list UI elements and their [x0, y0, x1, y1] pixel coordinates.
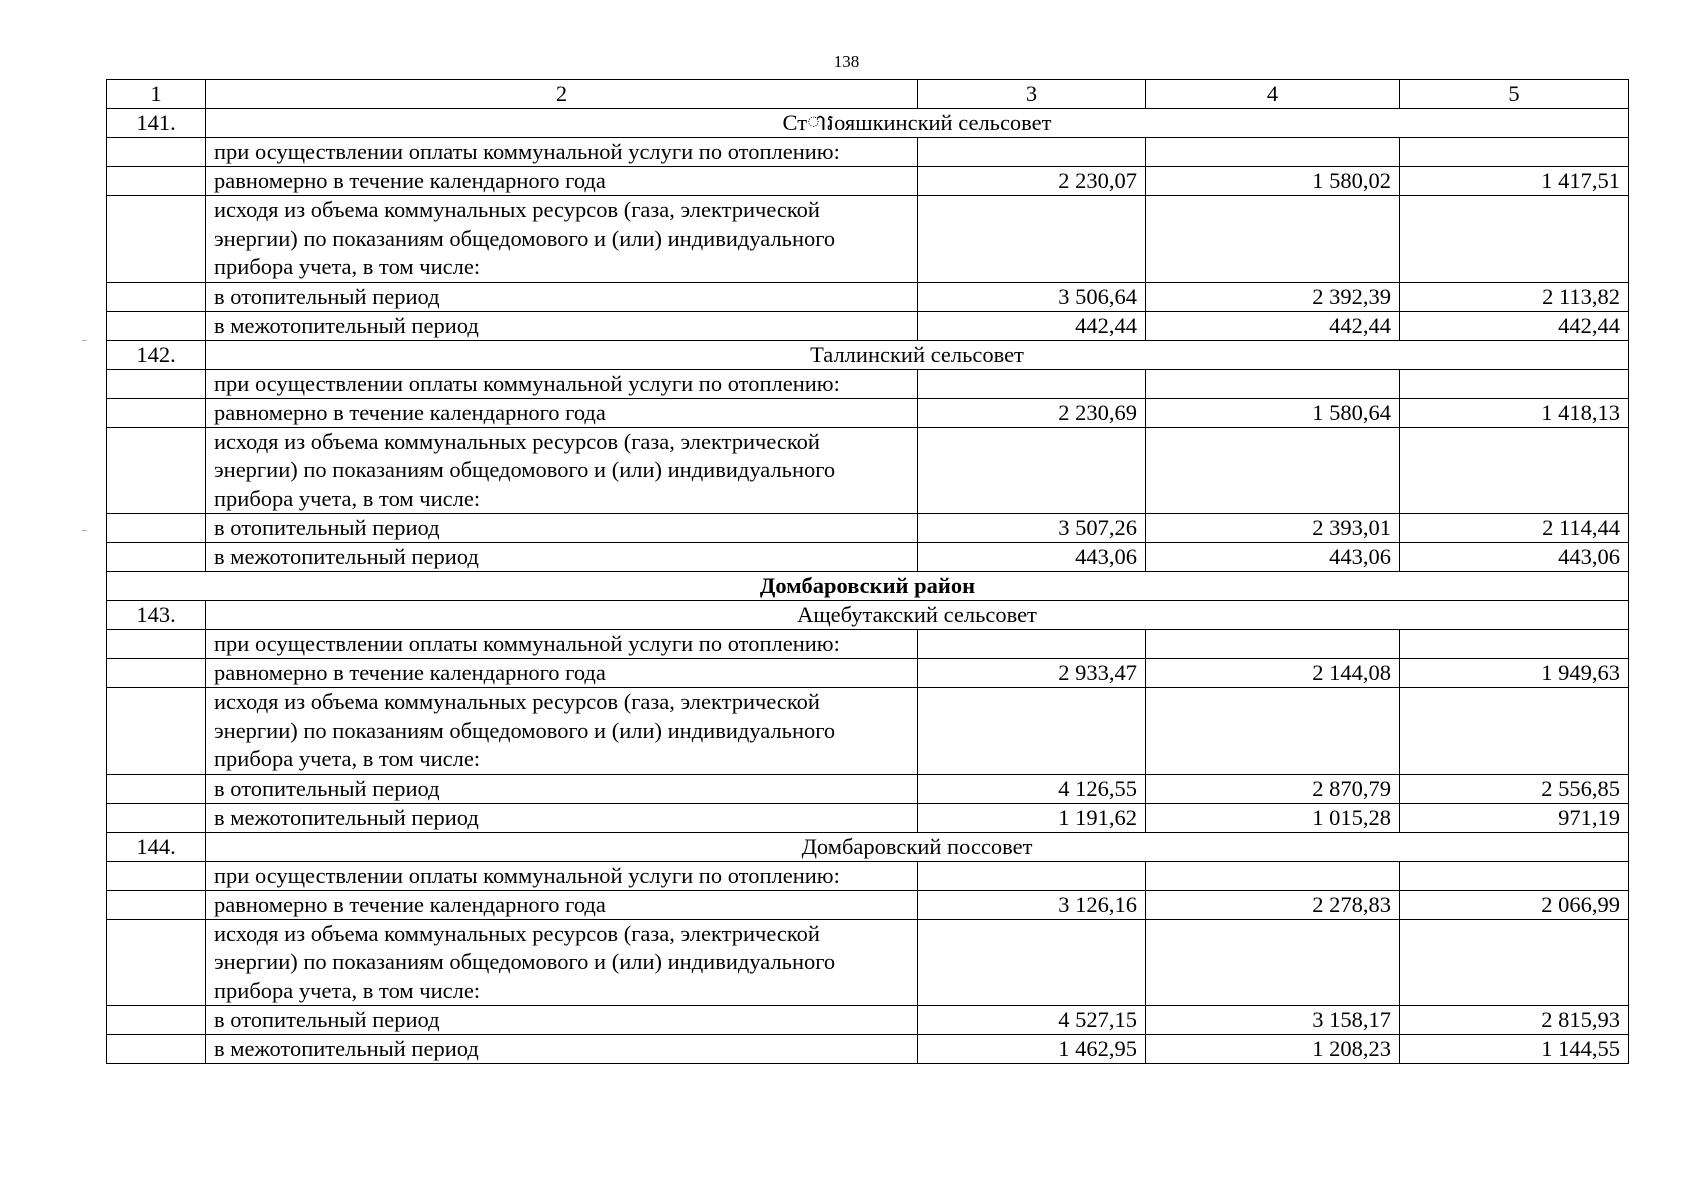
- row-label: при осуществлении оплаты коммунальной услуги по отоплению:: [206, 861, 918, 890]
- table-row: [107, 514, 1629, 543]
- row-label: при осуществлении оплаты коммунальной услуги по отоплению:: [206, 138, 918, 167]
- value-col-3: [918, 861, 1146, 890]
- value-col-3: 2 230,69: [918, 398, 1146, 427]
- section-row: [107, 109, 1629, 138]
- value-col-4: 3 158,17: [1146, 1006, 1400, 1035]
- section-title: Ащебутакский сельсовет: [206, 601, 1629, 630]
- value-col-3: 3 126,16: [918, 890, 1146, 919]
- row-label: в межотопительный период: [206, 803, 918, 832]
- section-row: [107, 340, 1629, 369]
- value-col-5: 1 949,63: [1400, 659, 1629, 688]
- table-row: [107, 543, 1629, 572]
- table-row: [107, 196, 1629, 283]
- row-number-empty: [107, 427, 206, 514]
- value-col-3: 442,44: [918, 311, 1146, 340]
- value-col-5: 2 815,93: [1400, 1006, 1629, 1035]
- row-label: исходя из объема коммунальных ресурсов (газа, электрической энергии) по показаниям общедомового и (или) индивидуального прибора учета, в том числе:: [206, 688, 918, 775]
- value-col-5: 2 556,85: [1400, 774, 1629, 803]
- value-col-5: [1400, 369, 1629, 398]
- value-col-5: 1 144,55: [1400, 1035, 1629, 1064]
- row-number-empty: [107, 138, 206, 167]
- row-number-empty: [107, 659, 206, 688]
- table-row: [107, 398, 1629, 427]
- row-number-empty: [107, 890, 206, 919]
- table-row: [107, 774, 1629, 803]
- row-label: при осуществлении оплаты коммунальной услуги по отоплению:: [206, 630, 918, 659]
- value-col-4: [1146, 861, 1400, 890]
- value-col-3: 1 462,95: [918, 1035, 1146, 1064]
- table-row: [107, 427, 1629, 514]
- value-col-5: [1400, 919, 1629, 1006]
- value-col-4: 1 015,28: [1146, 803, 1400, 832]
- row-label: равномерно в течение календарного года: [206, 398, 918, 427]
- value-col-3: [918, 630, 1146, 659]
- row-label: равномерно в течение календарного года: [206, 167, 918, 196]
- row-label: исходя из объема коммунальных ресурсов (газа, электрической энергии) по показаниям общедомового и (или) индивидуального прибора учета, в том числе:: [206, 196, 918, 283]
- table-row: [107, 1006, 1629, 1035]
- value-col-4: [1146, 427, 1400, 514]
- row-label: при осуществлении оплаты коммунальной услуги по отоплению:: [206, 369, 918, 398]
- value-col-4: 2 393,01: [1146, 514, 1400, 543]
- column-header: 2: [206, 80, 918, 109]
- row-number-empty: [107, 369, 206, 398]
- value-col-3: 3 506,64: [918, 282, 1146, 311]
- row-number-empty: [107, 1006, 206, 1035]
- table-row: [107, 138, 1629, 167]
- value-col-3: [918, 427, 1146, 514]
- value-col-4: 2 870,79: [1146, 774, 1400, 803]
- value-col-4: [1146, 688, 1400, 775]
- column-header: 1: [107, 80, 206, 109]
- row-number: 143.: [107, 601, 206, 630]
- row-number-empty: [107, 919, 206, 1006]
- value-col-5: 2 114,44: [1400, 514, 1629, 543]
- row-number-empty: [107, 398, 206, 427]
- row-number-empty: [107, 196, 206, 283]
- section-title: Стារояшкинский сельсовет: [206, 109, 1629, 138]
- value-col-3: 443,06: [918, 543, 1146, 572]
- table-row: [107, 890, 1629, 919]
- section-title: Таллинский сельсовет: [206, 340, 1629, 369]
- value-col-3: 2 230,07: [918, 167, 1146, 196]
- value-col-4: 1 580,02: [1146, 167, 1400, 196]
- row-number-empty: [107, 1035, 206, 1064]
- column-header: 3: [918, 80, 1146, 109]
- table-row: [107, 688, 1629, 775]
- value-col-5: 971,19: [1400, 803, 1629, 832]
- row-label: равномерно в течение календарного года: [206, 659, 918, 688]
- section-row: [107, 832, 1629, 861]
- margin-mark: [82, 340, 87, 341]
- table-row: [107, 282, 1629, 311]
- value-col-4: 442,44: [1146, 311, 1400, 340]
- row-number-empty: [107, 774, 206, 803]
- table-row: [107, 659, 1629, 688]
- table-body: [107, 80, 1629, 1064]
- row-number-empty: [107, 630, 206, 659]
- section-row: [107, 601, 1629, 630]
- row-label: в отопительный период: [206, 1006, 918, 1035]
- row-number: 144.: [107, 832, 206, 861]
- value-col-3: [918, 688, 1146, 775]
- value-col-3: 3 507,26: [918, 514, 1146, 543]
- row-number-empty: [107, 688, 206, 775]
- value-col-5: [1400, 196, 1629, 283]
- row-number-empty: [107, 167, 206, 196]
- value-col-5: [1400, 688, 1629, 775]
- value-col-5: 1 418,13: [1400, 398, 1629, 427]
- table-row: [107, 861, 1629, 890]
- value-col-5: 2 066,99: [1400, 890, 1629, 919]
- value-col-4: [1146, 138, 1400, 167]
- value-col-4: 443,06: [1146, 543, 1400, 572]
- table-row: [107, 919, 1629, 1006]
- row-number: 142.: [107, 340, 206, 369]
- row-label: в отопительный период: [206, 282, 918, 311]
- value-col-5: [1400, 630, 1629, 659]
- margin-mark: [82, 530, 87, 531]
- tariff-table: [106, 79, 1629, 1064]
- table-row: [107, 167, 1629, 196]
- section-title: Домбаровский поссовет: [206, 832, 1629, 861]
- row-label: в отопительный период: [206, 514, 918, 543]
- value-col-3: [918, 196, 1146, 283]
- value-col-5: 443,06: [1400, 543, 1629, 572]
- value-col-4: [1146, 369, 1400, 398]
- value-col-4: 2 392,39: [1146, 282, 1400, 311]
- page-number: 138: [833, 52, 860, 71]
- row-number-empty: [107, 803, 206, 832]
- value-col-3: 1 191,62: [918, 803, 1146, 832]
- value-col-4: 2 144,08: [1146, 659, 1400, 688]
- value-col-4: [1146, 919, 1400, 1006]
- value-col-5: 2 113,82: [1400, 282, 1629, 311]
- value-col-3: 2 933,47: [918, 659, 1146, 688]
- row-label: в межотопительный период: [206, 543, 918, 572]
- table-row: [107, 630, 1629, 659]
- column-header: 5: [1400, 80, 1629, 109]
- value-col-4: [1146, 196, 1400, 283]
- row-number-empty: [107, 543, 206, 572]
- row-number-empty: [107, 311, 206, 340]
- value-col-4: 1 580,64: [1146, 398, 1400, 427]
- value-col-4: [1146, 630, 1400, 659]
- table-row: [107, 803, 1629, 832]
- table-row: [107, 1035, 1629, 1064]
- column-header: 4: [1146, 80, 1400, 109]
- row-label: исходя из объема коммунальных ресурсов (газа, электрической энергии) по показаниям общедомового и (или) индивидуального прибора учета, в том числе:: [206, 427, 918, 514]
- row-number-empty: [107, 282, 206, 311]
- value-col-5: [1400, 861, 1629, 890]
- row-label: в межотопительный период: [206, 1035, 918, 1064]
- value-col-3: [918, 138, 1146, 167]
- value-col-3: [918, 919, 1146, 1006]
- value-col-3: 4 527,15: [918, 1006, 1146, 1035]
- value-col-4: 2 278,83: [1146, 890, 1400, 919]
- table-row: [107, 369, 1629, 398]
- row-number-empty: [107, 861, 206, 890]
- district-row: [107, 572, 1629, 601]
- district-title: Домбаровский район: [107, 572, 1629, 601]
- row-number-empty: [107, 514, 206, 543]
- value-col-5: [1400, 138, 1629, 167]
- value-col-5: 442,44: [1400, 311, 1629, 340]
- value-col-5: [1400, 427, 1629, 514]
- value-col-3: [918, 369, 1146, 398]
- row-number: 141.: [107, 109, 206, 138]
- value-col-4: 1 208,23: [1146, 1035, 1400, 1064]
- value-col-5: 1 417,51: [1400, 167, 1629, 196]
- table-row: [107, 311, 1629, 340]
- row-label: в межотопительный период: [206, 311, 918, 340]
- row-label: равномерно в течение календарного года: [206, 890, 918, 919]
- table-header-row: [107, 80, 1629, 109]
- row-label: в отопительный период: [206, 774, 918, 803]
- row-label: исходя из объема коммунальных ресурсов (газа, электрической энергии) по показаниям общедомового и (или) индивидуального прибора учета, в том числе:: [206, 919, 918, 1006]
- value-col-3: 4 126,55: [918, 774, 1146, 803]
